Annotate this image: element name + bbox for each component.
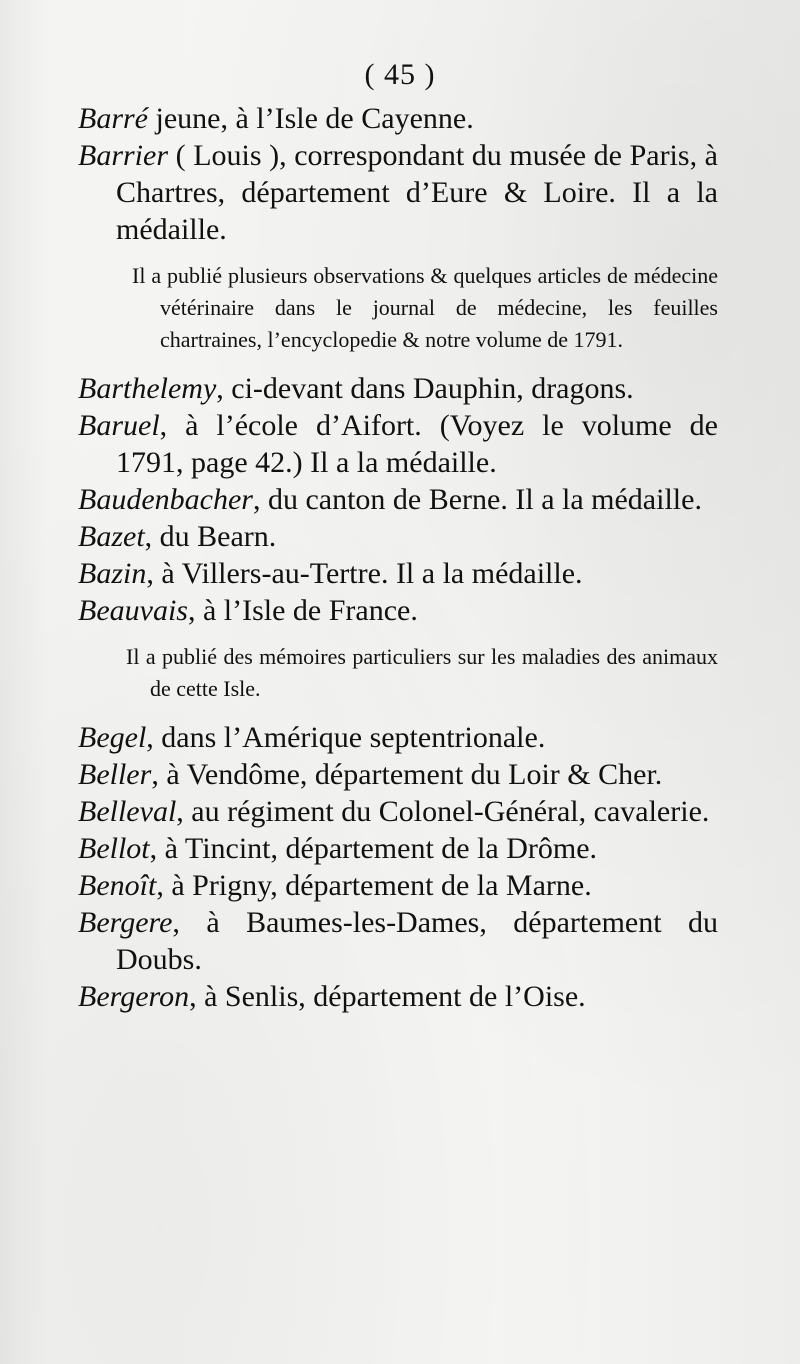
entry-name: Bergere: [78, 906, 173, 939]
entry-name: Baudenbacher: [78, 483, 253, 516]
list-entry: [78, 137, 718, 248]
entry-text: , à Baumes-les-Dames, département du Doubs.: [116, 906, 718, 976]
list-entry: [78, 481, 718, 518]
entry-text: jeune, à l’Isle de Cayenne.: [148, 102, 474, 135]
entry-name: Bellot: [78, 832, 150, 865]
list-entry: [78, 100, 718, 137]
entry-text: , à Prigny, département de la Marne.: [156, 869, 592, 902]
list-entry: [78, 719, 718, 756]
list-entry: [78, 370, 718, 407]
entry-text: , à Vendôme, département du Loir & Cher.: [151, 758, 663, 791]
entry-name: Beller: [78, 758, 152, 791]
entry-name: Belleval: [78, 795, 177, 828]
list-entry: [78, 518, 718, 555]
list-entry: [78, 555, 718, 592]
list-entry: [78, 904, 718, 978]
list-entry: [78, 830, 718, 867]
list-entry: [78, 592, 718, 629]
entry-text: , à Villers-au-Tertre. Il a la médaille.: [146, 557, 583, 590]
entry-text: , du canton de Berne. Il a la médaille.: [252, 483, 702, 516]
entry-name: Benoît: [78, 869, 157, 902]
entry-list: [78, 100, 718, 1015]
entry-name: Barthelemy: [78, 372, 217, 405]
entry-name: Bergeron: [78, 980, 190, 1013]
page-number: ( 45 ): [364, 58, 436, 91]
entry-text: , ci-devant dans Dauphin, dragons.: [216, 372, 634, 405]
entry-name: Bazin: [78, 557, 147, 590]
entry-text: , au régiment du Colonel-Général, cavalerie.: [176, 795, 710, 828]
list-entry: [78, 978, 718, 1015]
list-entry: [78, 793, 718, 830]
list-entry: [78, 407, 718, 481]
entry-text: , dans l’Amérique septentrionale.: [146, 721, 546, 754]
entry-name: Barré: [78, 102, 148, 135]
entry-note: Il a publié plusieurs observations & quelques articles de médecine vétérinaire dans le journal de médecine, les feuilles chartraines, l’encyclopedie & notre volume de 1791.: [132, 263, 718, 352]
entry-name: Baruel: [78, 409, 160, 442]
entry-note: Il a publié des mémoires particuliers sur les maladies des animaux de cette Isle.: [126, 644, 718, 701]
entry-name: Begel: [78, 721, 147, 754]
entry-text: , à Senlis, département de l’Oise.: [189, 980, 586, 1013]
entry-text: ( Louis ), correspondant du musée de Paris, à Chartres, département d’Eure & Loire. Il a la médaille.: [116, 139, 718, 246]
entry-text: , à l’Isle de France.: [187, 594, 418, 627]
entry-text: , à l’école d’Aifort. (Voyez le volume de 1791, page 42.) Il a la médaille.: [116, 409, 718, 479]
list-entry: [78, 867, 718, 904]
entry-name: Beauvais: [78, 594, 188, 627]
entry-name: Bazet: [78, 520, 145, 553]
entry-name: Barrier: [78, 139, 168, 172]
list-entry: [78, 756, 718, 793]
entry-text: , du Bearn.: [144, 520, 277, 553]
entry-text: , à Tincint, département de la Drôme.: [149, 832, 598, 865]
